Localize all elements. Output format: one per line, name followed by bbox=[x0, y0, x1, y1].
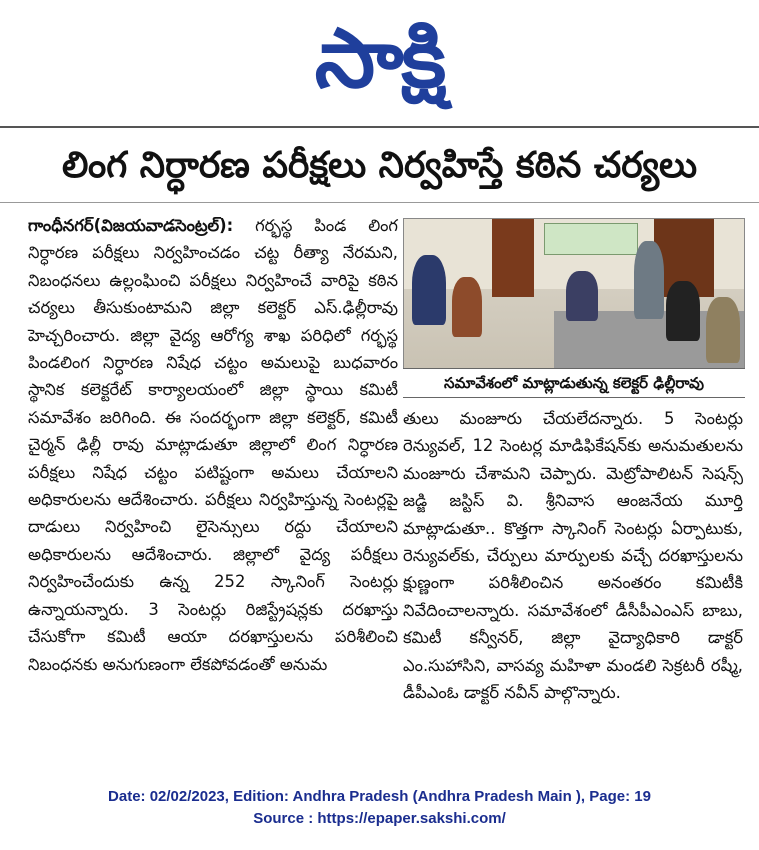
headline: లింగ నిర్ధారణ పరీక్షలు నిర్వహిస్తే కఠిన చర్యలు bbox=[61, 145, 698, 186]
photo-person bbox=[634, 241, 664, 319]
top-rule bbox=[0, 126, 759, 128]
photo-person bbox=[412, 255, 446, 325]
headline-rule bbox=[0, 202, 759, 203]
footer bbox=[0, 786, 759, 830]
photo-banner bbox=[544, 223, 638, 255]
left-body: గర్భస్థ పిండ లింగ నిర్ధారణ పరీక్షలు నిర్వహించడం చట్ట రీత్యా నేరమని, నిబంధనలు ఉల్లంఘించి పరీక్షలు నిర్వహించే వారిపై కఠిన చర్యలు తీసుకుంటామని జిల్లా కలెక్టర్ ఎస్.ఢిల్లీరావు హెచ్చరించారు. జిల్లా వైద్య ఆరోగ్య శాఖ పరిధిలో గర్భస్థ పిండలింగ నిర్ధారణ నిషేధ చట్టం అమలుపై బుధవారం స్థానిక కలెక్టరేట్ కార్యాలయంలో జిల్లా స్థాయి కమిటీ సమావేశం జరిగింది. ఈ సందర్భంగా జిల్లా కలెక్టర్, కమిటీ చైర్మన్ ఢిల్లీ రావు మాట్లాడుతూ జిల్లాలో లింగ నిర్ధారణ పరీక్షలు నిషేధ చట్టం పటిష్టంగా అమలు చేయాలని అధికారులను ఆదేశించారు. పరీక్షలు నిర్వహిస్తున్న సెంటర్లపై దాడులు నిర్వహించి లైసెన్సులు రద్దు చేయాలని అధికారులను ఆదేశించారు. జిల్లాలో వైద్య పరీక్షలు నిర్వహించేందుకు ఉన్న 252 స్కానింగ్ సెంటర్లు ఉన్నాయన్నారు. 3 సెంటర్లు రిజిస్ట్రేషన్లకు దరఖాస్తు చేసుకోగా కమిటీ ఆయా దరఖాస్తులను పరిశీలించి నిబంధనకు అనుగుణంగా లేకపోవడంతో అనుమ bbox=[28, 216, 398, 674]
dateline: గాంధీనగర్(విజయవాడసెంట్రల్): bbox=[28, 216, 234, 235]
photo-person bbox=[566, 271, 598, 321]
meeting-photo bbox=[403, 218, 745, 370]
article-left-column bbox=[28, 212, 398, 678]
photo-caption: సమావేశంలో మాట్లాడుతున్న కలెక్టర్ ఢిల్లీరావు bbox=[403, 368, 745, 398]
photo-door bbox=[492, 219, 534, 297]
masthead bbox=[0, 0, 759, 118]
source-info: Source : https://epaper.sakshi.com/ bbox=[253, 810, 506, 827]
photo-person bbox=[706, 297, 740, 363]
right-body: తులు మంజూరు చేయలేదన్నారు. 5 సెంటర్లు రెన్యువల్, 12 సెంటర్ల మాడిఫికేషన్‌కు అనుమతులను మంజూరు చేశామని చెప్పారు. మెట్రోపాలిటన్ సెషన్స్ జడ్జి జస్టిస్ వి. శ్రీనివాస ఆంజనేయ మూర్తి మాట్లాడుతూ.. కొత్తగా స్కానింగ్ సెంటర్లు ఏర్పాటుకు, రెన్యువల్‌కు, చేర్పులు మార్పులకు వచ్చే దరఖాస్తులను క్షుణ్ణంగా పరిశీలించిన అనంతరం కమిటీకి నివేదించాలన్నారు. సమావేశంలో డీసీపీఎంఎస్ బాబు, కమిటీ కన్వీనర్, జిల్లా వైద్యాధికారి డాక్టర్ ఎం.సుహాసిని, వాసవ్య మహిళా మండలి సెక్రటరీ రష్మీ, డీపీఎంఓ డాక్టర్ నవీన్ పాల్గొన్నారు. bbox=[403, 409, 743, 703]
sakshi-logo: సాక్షి bbox=[314, 11, 445, 107]
edition-info: Date: 02/02/2023, Edition: Andhra Pradesh (Andhra Pradesh Main ), Page: 19 bbox=[108, 788, 651, 805]
article-left-text bbox=[28, 212, 398, 678]
photo-person bbox=[452, 277, 482, 337]
article-right-column bbox=[403, 405, 743, 706]
photo-person bbox=[666, 281, 700, 341]
